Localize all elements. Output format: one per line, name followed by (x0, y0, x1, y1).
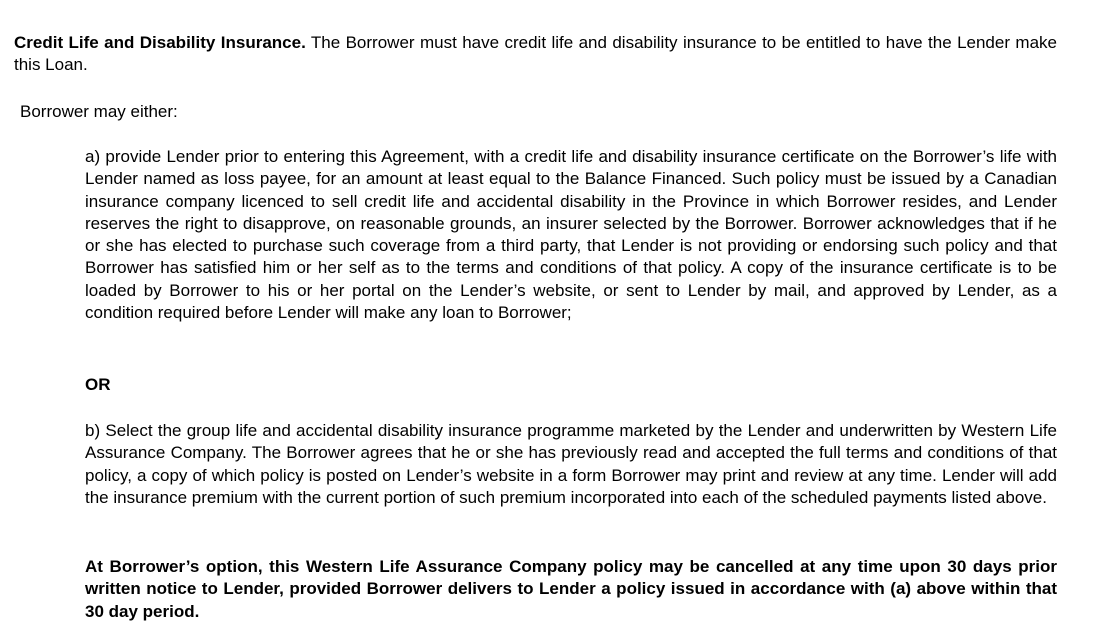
option-a-paragraph: a) provide Lender prior to entering this Agreement, with a credit life and disability insurance certificate on the Borrower’s life with Lender named as loss payee, for an amount at least equal to the Balance Financed. Such policy must be issued by a Canadian insurance company licenced to sell credit life and accidental disability in the Province in which Borrower resides, and Lender reserves the right to disapprove, on reasonable grounds, an insurer selected by the Borrower. Borrower acknowledges that if he or she has elected to purchase such coverage from a third party, that Lender is not providing or endorsing such policy and that Borrower has satisfied him or her self as to the terms and conditions of that policy. A copy of the insurance certificate is to be loaded by Borrower to his or her portal on the Lender’s website, or sent to Lender by mail, and approved by Lender, as a condition required before Lender will make any loan to Borrower; (85, 147, 1057, 323)
or-label: OR (85, 375, 111, 394)
section-heading: Credit Life and Disability Insurance. (14, 33, 306, 52)
or-separator (85, 374, 111, 396)
option-b-paragraph: b) Select the group life and accidental disability insurance programme marketed by the Lender and underwritten by Western Life Assurance Company. The Borrower agrees that he or she has previously read and accepted the full terms and conditions of that policy, a copy of which policy is posted on Lender’s website in a form Borrower may print and review at any time. Lender will add the insurance premium with the current portion of such premium incorporated into each of the scheduled payments listed above. (85, 421, 1057, 507)
lead-line: Borrower may either: (20, 102, 178, 121)
intro-text: The Borrower must have credit life and disability insurance to be entitled to have the Lender make this Loan. (14, 33, 1057, 75)
cancellation-notice: At Borrower’s option, this Western Life Assurance Company policy may be cancelled at any time upon 30 days prior written notice to Lender, provided Borrower delivers to Lender a policy issued in accordance with (a) above within that 30 day period. (85, 557, 1057, 621)
intro-paragraph (14, 32, 1057, 77)
